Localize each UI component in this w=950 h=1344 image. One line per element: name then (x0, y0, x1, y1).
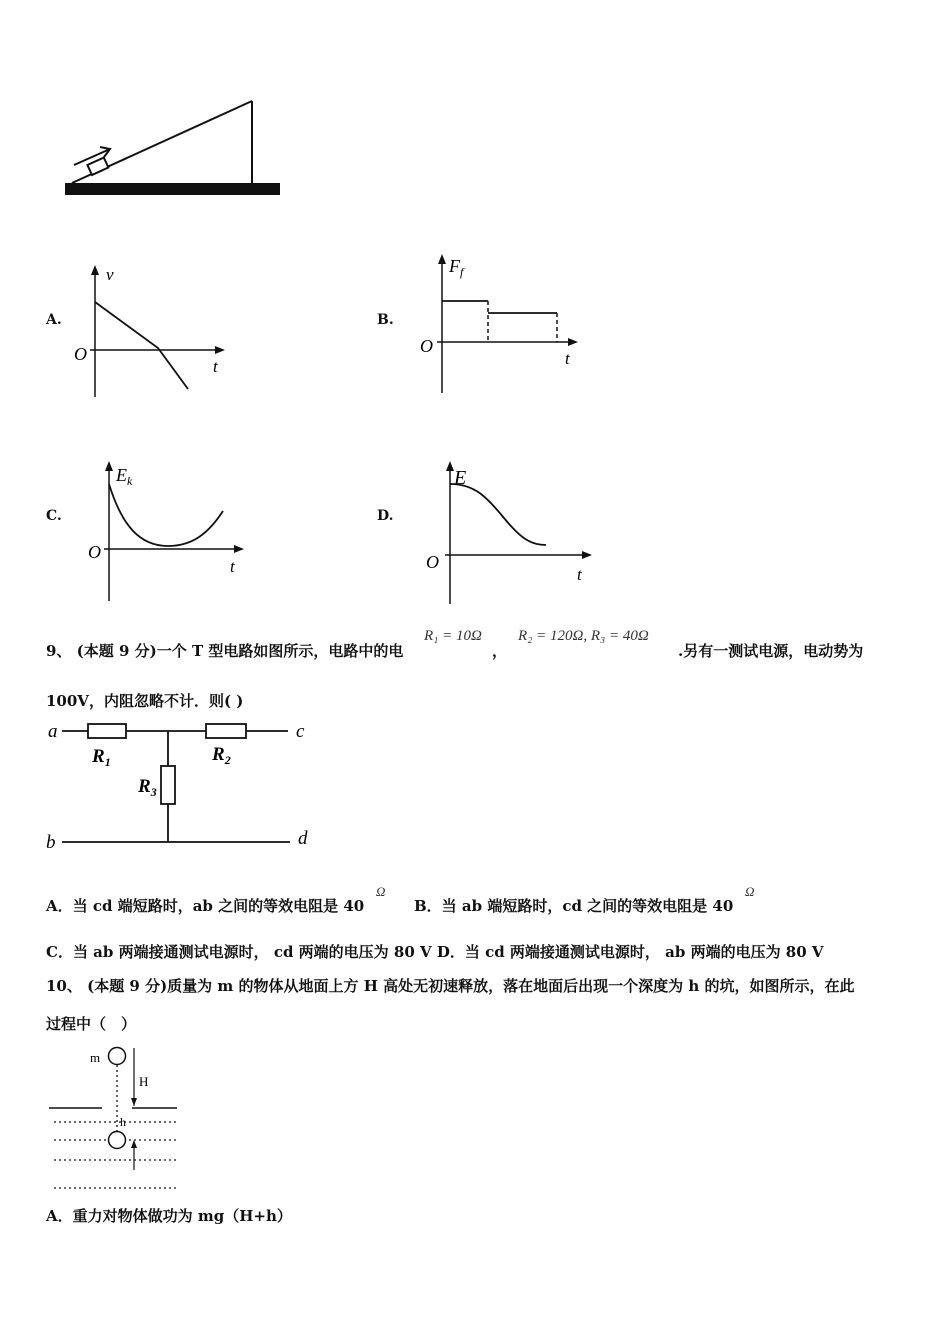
terminal-c: c (296, 721, 305, 742)
ohm-symbol-a: Ω (376, 884, 386, 899)
q9-line2: 100V，内阻忽略不计．则( ) (46, 692, 244, 710)
e-t-curve (450, 484, 546, 545)
graph-a (70, 262, 235, 402)
option-c-label: C. (46, 508, 62, 524)
origin-label: O (426, 552, 439, 572)
ball-in-pit (109, 1132, 126, 1149)
ohm-symbol-b: Ω (745, 884, 755, 899)
origin-label: O (74, 344, 87, 364)
label-H: H (139, 1074, 149, 1089)
graph-b (412, 250, 587, 398)
t-circuit-diagram (40, 712, 320, 857)
origin-label: O (88, 542, 101, 562)
q9-option-a: A．当 cd 端短路时，ab 之间的等效电阻是 40 (46, 897, 365, 915)
graph-c (80, 456, 250, 606)
axis-label-v: v (106, 265, 114, 284)
terminal-b: b (46, 832, 56, 853)
option-b-label: B. (377, 312, 394, 328)
q9-r1-equation: R₁ = 10Ω (424, 628, 482, 644)
axis-label-t: t (577, 565, 582, 584)
axis-label-t: t (213, 357, 218, 376)
axis-label-e: E (454, 467, 467, 489)
origin-label: O (420, 336, 433, 356)
q10-line2: 过程中（ ） (46, 1015, 137, 1033)
q9-line1-suffix: .另有一测试电源，电动势为 (678, 642, 864, 660)
terminal-d: d (298, 828, 308, 849)
label-r1: $R_1$ (92, 746, 111, 769)
q9-r2-r3-equation: R₂ = 120Ω, R₃ = 40Ω (518, 628, 649, 644)
terminal-a: a (48, 721, 58, 742)
axis-label-t: t (230, 557, 235, 576)
label-r3: $R_3$ (138, 776, 157, 799)
axis-label-t: t (565, 349, 570, 368)
q10-line1: 10、 (本题 9 分)质量为 m 的物体从地面上方 H 高处无初速释放，落在地面后出现一个深度为 h 的坑，如图所示，在此 (46, 977, 855, 995)
resistor-r3 (161, 766, 175, 804)
resistor-r1 (88, 724, 126, 738)
axis-label-ek: $E_k$ (116, 465, 133, 488)
q9-option-b: B．当 ab 端短路时，cd 之间的等效电阻是 40 (414, 897, 734, 915)
label-h: h (120, 1115, 126, 1129)
label-m: m (90, 1050, 101, 1065)
ground-bar (65, 183, 280, 195)
option-a-label: A. (46, 312, 62, 328)
ball-top (109, 1048, 126, 1065)
ek-t-curve (109, 484, 223, 546)
label-r2: $R_2$ (212, 744, 231, 767)
resistor-r2 (206, 724, 246, 738)
axis-label-f: $F_f$ (449, 256, 464, 279)
falling-ball-figure (44, 1040, 184, 1198)
block (87, 158, 108, 175)
v-t-curve (95, 302, 188, 389)
q10-option-a: A．重力对物体做功为 mg（H+h） (46, 1207, 292, 1225)
q9-line1-prefix: 9、 (本题 9 分)一个 T 型电路如图所示，电路中的电 (46, 642, 404, 660)
graph-d (414, 456, 599, 606)
q9-comma: ， (492, 642, 508, 660)
q9-option-c-d: C．当 ab 两端接通测试电源时， cd 两端的电压为 80 V D．当 cd 两端接通测试电源时， ab 两端的电压为 80 V (46, 943, 824, 961)
option-d-label: D. (377, 508, 394, 524)
incline-figure (60, 95, 290, 210)
